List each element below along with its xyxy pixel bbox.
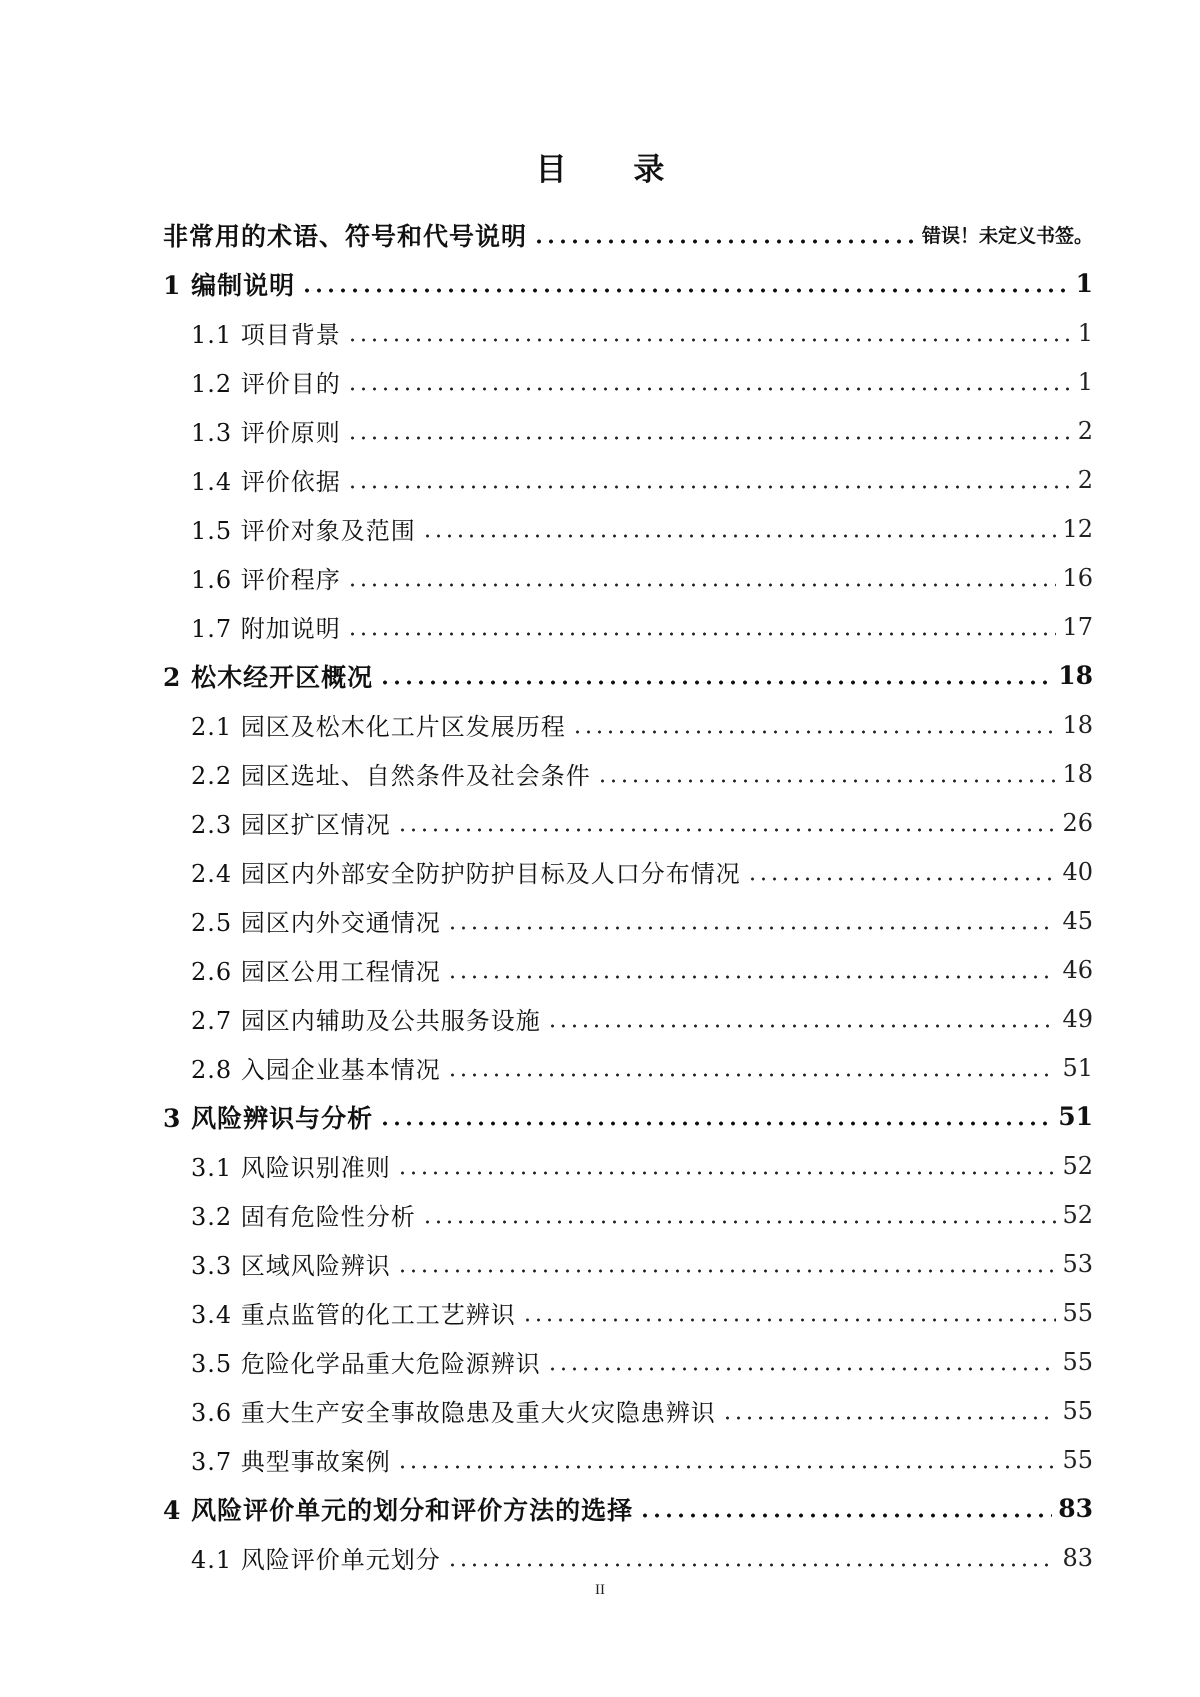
- toc-dot-leader: [447, 1073, 1057, 1077]
- toc-dot-leader: [572, 730, 1057, 734]
- toc-dot-leader: [547, 1367, 1057, 1371]
- toc-entry-title: 2.7 园区内辅助及公共服务设施: [191, 1007, 541, 1035]
- toc-page-number: 26: [1062, 808, 1093, 837]
- toc-section-entry[interactable]: [163, 406, 1093, 455]
- toc-page-number: 18: [1062, 710, 1093, 739]
- toc-page-number: 2: [1077, 416, 1093, 445]
- toc-page-number: 12: [1062, 514, 1093, 543]
- toc-page-number: 53: [1062, 1249, 1093, 1278]
- toc-entry-title: 1.4 评价依据: [191, 468, 341, 496]
- toc-dot-leader: [347, 583, 1057, 587]
- toc-page-number: 错误！未定义书签。: [921, 225, 1093, 247]
- toc-section-entry[interactable]: [163, 1533, 1093, 1582]
- toc-entry-title: 2.4 园区内外部安全防护防护目标及人口分布情况: [191, 860, 741, 888]
- toc-section-entry[interactable]: [163, 847, 1093, 896]
- toc-page-number: 1: [1077, 367, 1093, 396]
- table-of-contents: [163, 210, 1093, 1582]
- toc-section-entry[interactable]: [163, 1043, 1093, 1092]
- toc-entry-title: 1 编制说明: [163, 270, 296, 300]
- toc-page-number: 16: [1062, 563, 1093, 592]
- toc-dot-leader: [347, 436, 1072, 440]
- toc-page-number: 55: [1062, 1347, 1093, 1376]
- toc-section-entry[interactable]: [163, 945, 1093, 994]
- toc-dot-leader: [533, 239, 916, 244]
- toc-title: 目 录: [535, 152, 693, 188]
- toc-dot-leader: [397, 1269, 1057, 1273]
- toc-page-number: 1: [1075, 269, 1093, 298]
- toc-entry-title: 1.6 评价程序: [191, 566, 341, 594]
- toc-section-entry[interactable]: [163, 357, 1093, 406]
- toc-entry-title: 1.7 附加说明: [191, 615, 341, 643]
- toc-section-entry[interactable]: [163, 1435, 1093, 1484]
- toc-dot-leader: [447, 926, 1057, 930]
- toc-page-number: 55: [1062, 1298, 1093, 1327]
- toc-section-entry[interactable]: [163, 602, 1093, 651]
- toc-chapter-entry[interactable]: [163, 1092, 1093, 1141]
- toc-page-number: 18: [1058, 661, 1093, 690]
- toc-page-number: 51: [1062, 1053, 1093, 1082]
- toc-dot-leader: [447, 1563, 1057, 1567]
- toc-dot-leader: [397, 1171, 1057, 1175]
- toc-page-number: 52: [1062, 1151, 1093, 1180]
- toc-chapter-entry[interactable]: [163, 259, 1093, 308]
- toc-section-entry[interactable]: [163, 553, 1093, 602]
- toc-section-entry[interactable]: [163, 504, 1093, 553]
- toc-section-entry[interactable]: [163, 994, 1093, 1043]
- toc-page-number: 18: [1062, 759, 1093, 788]
- toc-page-number: 2: [1077, 465, 1093, 494]
- toc-entry-title: 3.2 固有危险性分析: [191, 1203, 416, 1231]
- toc-entry-title: 2 松木经开区概况: [163, 662, 374, 692]
- toc-entry-title: 3.3 区域风险辨识: [191, 1252, 391, 1280]
- toc-dot-leader: [379, 1121, 1052, 1126]
- toc-dot-leader: [347, 387, 1072, 391]
- toc-dot-leader: [347, 632, 1057, 636]
- toc-dot-leader: [422, 534, 1057, 538]
- toc-section-entry[interactable]: [163, 1239, 1093, 1288]
- toc-page-number: 45: [1062, 906, 1093, 935]
- toc-section-entry[interactable]: [163, 700, 1093, 749]
- toc-entry-title: 3.5 危险化学品重大危险源辨识: [191, 1350, 541, 1378]
- toc-dot-leader: [347, 485, 1072, 489]
- toc-section-entry[interactable]: [163, 1190, 1093, 1239]
- toc-dot-leader: [722, 1416, 1057, 1420]
- toc-entry-title: 1.5 评价对象及范围: [191, 517, 416, 545]
- toc-page-number: 83: [1058, 1494, 1093, 1523]
- toc-chapter-entry[interactable]: [163, 651, 1093, 700]
- toc-entry-title: 2.2 园区选址、自然条件及社会条件: [191, 762, 591, 790]
- toc-entry-title: 非常用的术语、符号和代号说明: [163, 221, 528, 251]
- toc-page-number: 46: [1062, 955, 1093, 984]
- toc-dot-leader: [639, 1513, 1052, 1518]
- toc-section-entry[interactable]: [163, 455, 1093, 504]
- toc-page-number: 55: [1062, 1396, 1093, 1425]
- toc-section-entry[interactable]: [163, 308, 1093, 357]
- toc-page-number: 51: [1058, 1102, 1093, 1131]
- toc-page-number: 40: [1062, 857, 1093, 886]
- toc-dot-leader: [597, 779, 1057, 783]
- toc-section-entry[interactable]: [163, 1337, 1093, 1386]
- toc-chapter-entry[interactable]: [163, 1484, 1093, 1533]
- toc-entry-title: 3.1 风险识别准则: [191, 1154, 391, 1182]
- toc-entry-title: 2.3 园区扩区情况: [191, 811, 391, 839]
- toc-section-entry[interactable]: [163, 1386, 1093, 1435]
- toc-entry-title: 1.3 评价原则: [191, 419, 341, 447]
- toc-dot-leader: [397, 828, 1057, 832]
- toc-page-number: 52: [1062, 1200, 1093, 1229]
- toc-entry-title: 3.4 重点监管的化工工艺辨识: [191, 1301, 516, 1329]
- toc-section-entry[interactable]: [163, 749, 1093, 798]
- toc-entry-title: 2.6 园区公用工程情况: [191, 958, 441, 986]
- toc-section-entry[interactable]: [163, 798, 1093, 847]
- toc-page-number: 55: [1062, 1445, 1093, 1474]
- toc-entry-title: 3.7 典型事故案例: [191, 1448, 391, 1476]
- toc-page-number: 17: [1062, 612, 1093, 641]
- page-number: II: [595, 1582, 605, 1598]
- toc-dot-leader: [397, 1465, 1057, 1469]
- toc-entry-title: 2.1 园区及松木化工片区发展历程: [191, 713, 566, 741]
- toc-entry-title: 4.1 风险评价单元划分: [191, 1546, 441, 1574]
- toc-entry-title: 2.8 入园企业基本情况: [191, 1056, 441, 1084]
- toc-page-number: 1: [1077, 318, 1093, 347]
- toc-section-entry[interactable]: [163, 1141, 1093, 1190]
- toc-dot-leader: [447, 975, 1057, 979]
- toc-dot-leader: [747, 877, 1057, 881]
- toc-chapter-entry[interactable]: [163, 210, 1093, 259]
- toc-dot-leader: [522, 1318, 1057, 1322]
- toc-section-entry[interactable]: [163, 896, 1093, 945]
- toc-page-number: 49: [1062, 1004, 1093, 1033]
- toc-page-number: 83: [1062, 1543, 1093, 1572]
- toc-dot-leader: [422, 1220, 1057, 1224]
- toc-section-entry[interactable]: [163, 1288, 1093, 1337]
- toc-dot-leader: [379, 680, 1052, 685]
- toc-entry-title: 1.2 评价目的: [191, 370, 341, 398]
- toc-entry-title: 3.6 重大生产安全事故隐患及重大火灾隐患辨识: [191, 1399, 716, 1427]
- toc-dot-leader: [347, 338, 1072, 342]
- toc-entry-title: 3 风险辨识与分析: [163, 1103, 374, 1133]
- toc-entry-title: 2.5 园区内外交通情况: [191, 909, 441, 937]
- toc-dot-leader: [547, 1024, 1057, 1028]
- toc-entry-title: 4 风险评价单元的划分和评价方法的选择: [163, 1495, 634, 1525]
- toc-entry-title: 1.1 项目背景: [191, 321, 341, 349]
- toc-dot-leader: [301, 288, 1069, 293]
